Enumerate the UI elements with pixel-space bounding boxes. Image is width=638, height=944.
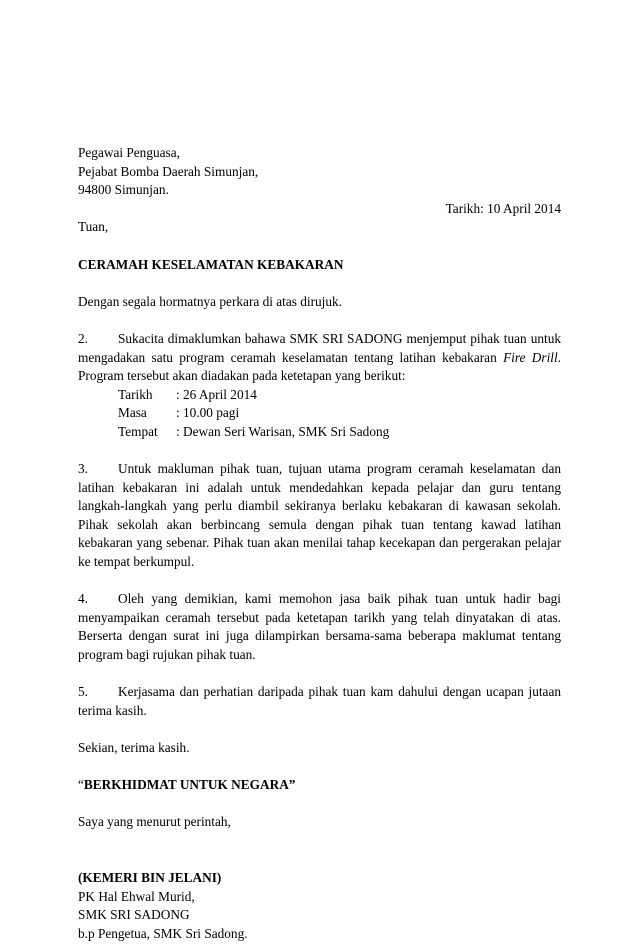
signatory-title-2: SMK SRI SADONG <box>78 907 190 923</box>
paragraph-4-text: Oleh yang demikian, kami memohon jasa baik pihak tuan untuk hadir bagi menyampaikan ceramah tersebut pada ketetapan tarikh yang telah dinyatakan di atas. Berserta dengan surat ini juga dilampirkan bersama-sama beberapa maklumat tentang program bagi rujukan pihak tuan. <box>78 591 561 663</box>
paragraph-5-number: 5. <box>78 684 88 700</box>
schedule-label: Masa <box>118 405 147 421</box>
paragraph-2 <box>78 330 561 386</box>
paragraph-5 <box>78 683 561 720</box>
motto <box>78 776 561 795</box>
letter-body <box>78 144 561 944</box>
paragraph-2-text-before: Sukacita dimaklumkan bahawa SMK SRI SADONG menjemput pihak tuan untuk mengadakan satu program ceramah keselamatan tentang latihan kebakaran <box>78 330 561 365</box>
paragraph-4 <box>78 590 561 664</box>
signatory-title-3: b.p Pengetua, SMK Sri Sadong. <box>78 925 248 941</box>
recipient-line-1: Pegawai Penguasa, <box>78 145 180 160</box>
paragraph-2-number: 2. <box>78 330 88 346</box>
signature-block <box>78 869 561 943</box>
paragraph-3 <box>78 460 561 572</box>
schedule-row-venue <box>78 423 561 442</box>
salutation: Tuan, <box>78 219 109 235</box>
schedule-value: : 26 April 2014 <box>176 386 257 402</box>
signatory-title-1: PK Hal Ehwal Murid, <box>78 888 195 904</box>
signatory-name: (KEMERI BIN JELANI) <box>78 870 222 886</box>
closing-line: Sekian, terima kasih. <box>78 740 190 755</box>
sign-off: Saya yang menurut perintah, <box>78 814 231 830</box>
recipient-address <box>78 144 561 200</box>
schedule-label: Tempat <box>118 423 158 439</box>
motto-text: BERKHIDMAT UNTUK NEGARA” <box>83 777 296 793</box>
letter-subject: CERAMAH KESELAMATAN KEBAKARAN <box>78 256 344 272</box>
paragraph-3-number: 3. <box>78 461 88 477</box>
paragraph-3-text: Untuk makluman pihak tuan, tujuan utama program ceramah keselamatan dan latihan kebakaran ini adalah untuk mendedahkan kepada pelajar dan guru tentang langkah-langkah yang perlu diambil sekiranya berlaku kebakaran di kawasan sekolah. Pihak sekolah akan berbincang semula dengan pihak tuan tentang kawad latihan kebakaran yang sebenar. Pihak tuan akan menilai tahap kecekapan dan pergerakan pelajar ke tempat berkumpul. <box>78 461 561 570</box>
paragraph-4-number: 4. <box>78 591 88 607</box>
paragraph-5-text: Kerjasama dan perhatian daripada pihak tuan kam dahului dengan ucapan jutaan terima kasih. <box>78 684 561 718</box>
schedule-row-date <box>78 386 561 405</box>
motto-open-quote: “ <box>78 777 84 793</box>
schedule-value: : Dewan Seri Warisan, SMK Sri Sadong <box>176 423 390 439</box>
schedule-list <box>78 386 561 442</box>
recipient-line-3: 94800 Simunjan. <box>78 182 169 198</box>
schedule-label: Tarikh <box>118 386 153 402</box>
schedule-value: : 10.00 pagi <box>176 405 240 421</box>
recipient-line-2: Pejabat Bomba Daerah Simunjan, <box>78 163 259 179</box>
paragraph-2-text-after: . Program tersebut akan diadakan pada ketetapan yang berikut: <box>78 349 561 384</box>
letter-date: Tarikh: 10 April 2014 <box>445 200 561 216</box>
schedule-row-time <box>78 404 561 423</box>
paragraph-2-text-italic: Fire Drill <box>503 349 558 365</box>
intro-line: Dengan segala hormatnya perkara di atas dirujuk. <box>78 293 342 309</box>
